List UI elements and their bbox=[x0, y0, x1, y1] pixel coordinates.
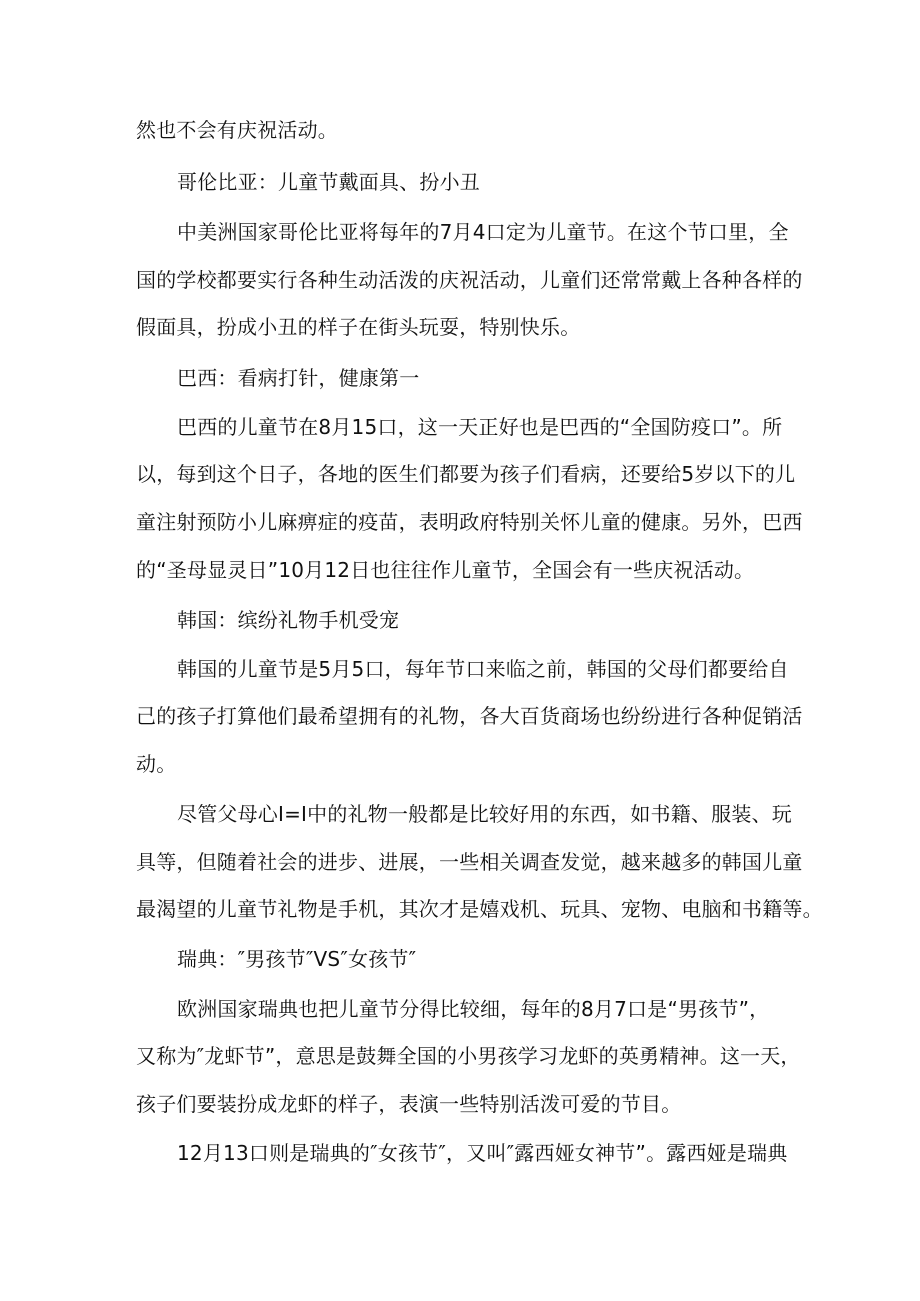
section-heading-sweden: 瑞典：″男孩节″VS″女孩节″ bbox=[177, 947, 417, 971]
section-heading-colombia: 哥伦比亚：儿童节戴面具、扮小丑 bbox=[177, 170, 480, 194]
text-line: 韩国的儿童节是5月5口，每年节口来临之前，韩国的父母们都要给自 bbox=[177, 657, 789, 681]
text-line: 然也不会有庆祝活动。 bbox=[136, 118, 338, 142]
text-line: 尽管父母心I=I中的礼物一般都是比较好用的东西，如书籍、服装、玩 bbox=[177, 802, 792, 826]
text-line: 最渴望的儿童节礼物是手机，其次才是嬉戏机、玩具、宠物、电脑和书籍等。 bbox=[136, 897, 823, 921]
text-line: 假面具，扮成小丑的样子在街头玩耍，特别快乐。 bbox=[136, 315, 581, 339]
text-line: 己的孩子打算他们最希望拥有的礼物，各大百货商场也纷纷进行各种促销活 bbox=[136, 704, 803, 728]
text-line: 孩子们要装扮成龙虾的样子，表演一些特别活泼可爱的节目。 bbox=[136, 1092, 682, 1116]
text-line: 巴西的儿童节在8月15口，这一天正好也是巴西的“全国防疫口”。所 bbox=[177, 415, 783, 439]
text-line: 国的学校都要实行各种生动活泼的庆祝活动，儿童们还常常戴上各种各样的 bbox=[136, 268, 803, 292]
text-line: 动。 bbox=[136, 752, 177, 776]
text-line: 童注射预防小儿麻痹症的疫苗，表明政府特别关怀儿童的健康。另外，巴西 bbox=[136, 510, 803, 534]
text-line: 的“圣母显灵日”10月12日也往往作儿童节，全国会有一些庆祝活动。 bbox=[136, 558, 755, 582]
text-line: 具等，但随着社会的进步、进展，一些相关调查发觉，越来越多的韩国儿童 bbox=[136, 850, 803, 874]
text-line: 以，每到这个日子，各地的医生们都要为孩子们看病，还要给5岁以下的儿 bbox=[136, 462, 796, 486]
section-heading-korea: 韩国：缤纷礼物手机受宠 bbox=[177, 608, 400, 632]
text-line: 欧洲国家瑞典也把儿童节分得比较细，每年的8月7口是“男孩节”， bbox=[177, 997, 770, 1021]
text-line: 又称为″龙虾节”，意思是鼓舞全国的小男孩学习龙虾的英勇精神。这一天， bbox=[136, 1044, 801, 1068]
section-heading-brazil: 巴西：看病打针，健康第一 bbox=[177, 366, 420, 390]
text-line: 中美洲国家哥伦比亚将每年的7月4口定为儿童节。在这个节口里，全 bbox=[177, 220, 789, 244]
text-line: 12月13口则是瑞典的″女孩节″，又叫″露西娅女神节”。露西娅是瑞典 bbox=[177, 1141, 788, 1165]
